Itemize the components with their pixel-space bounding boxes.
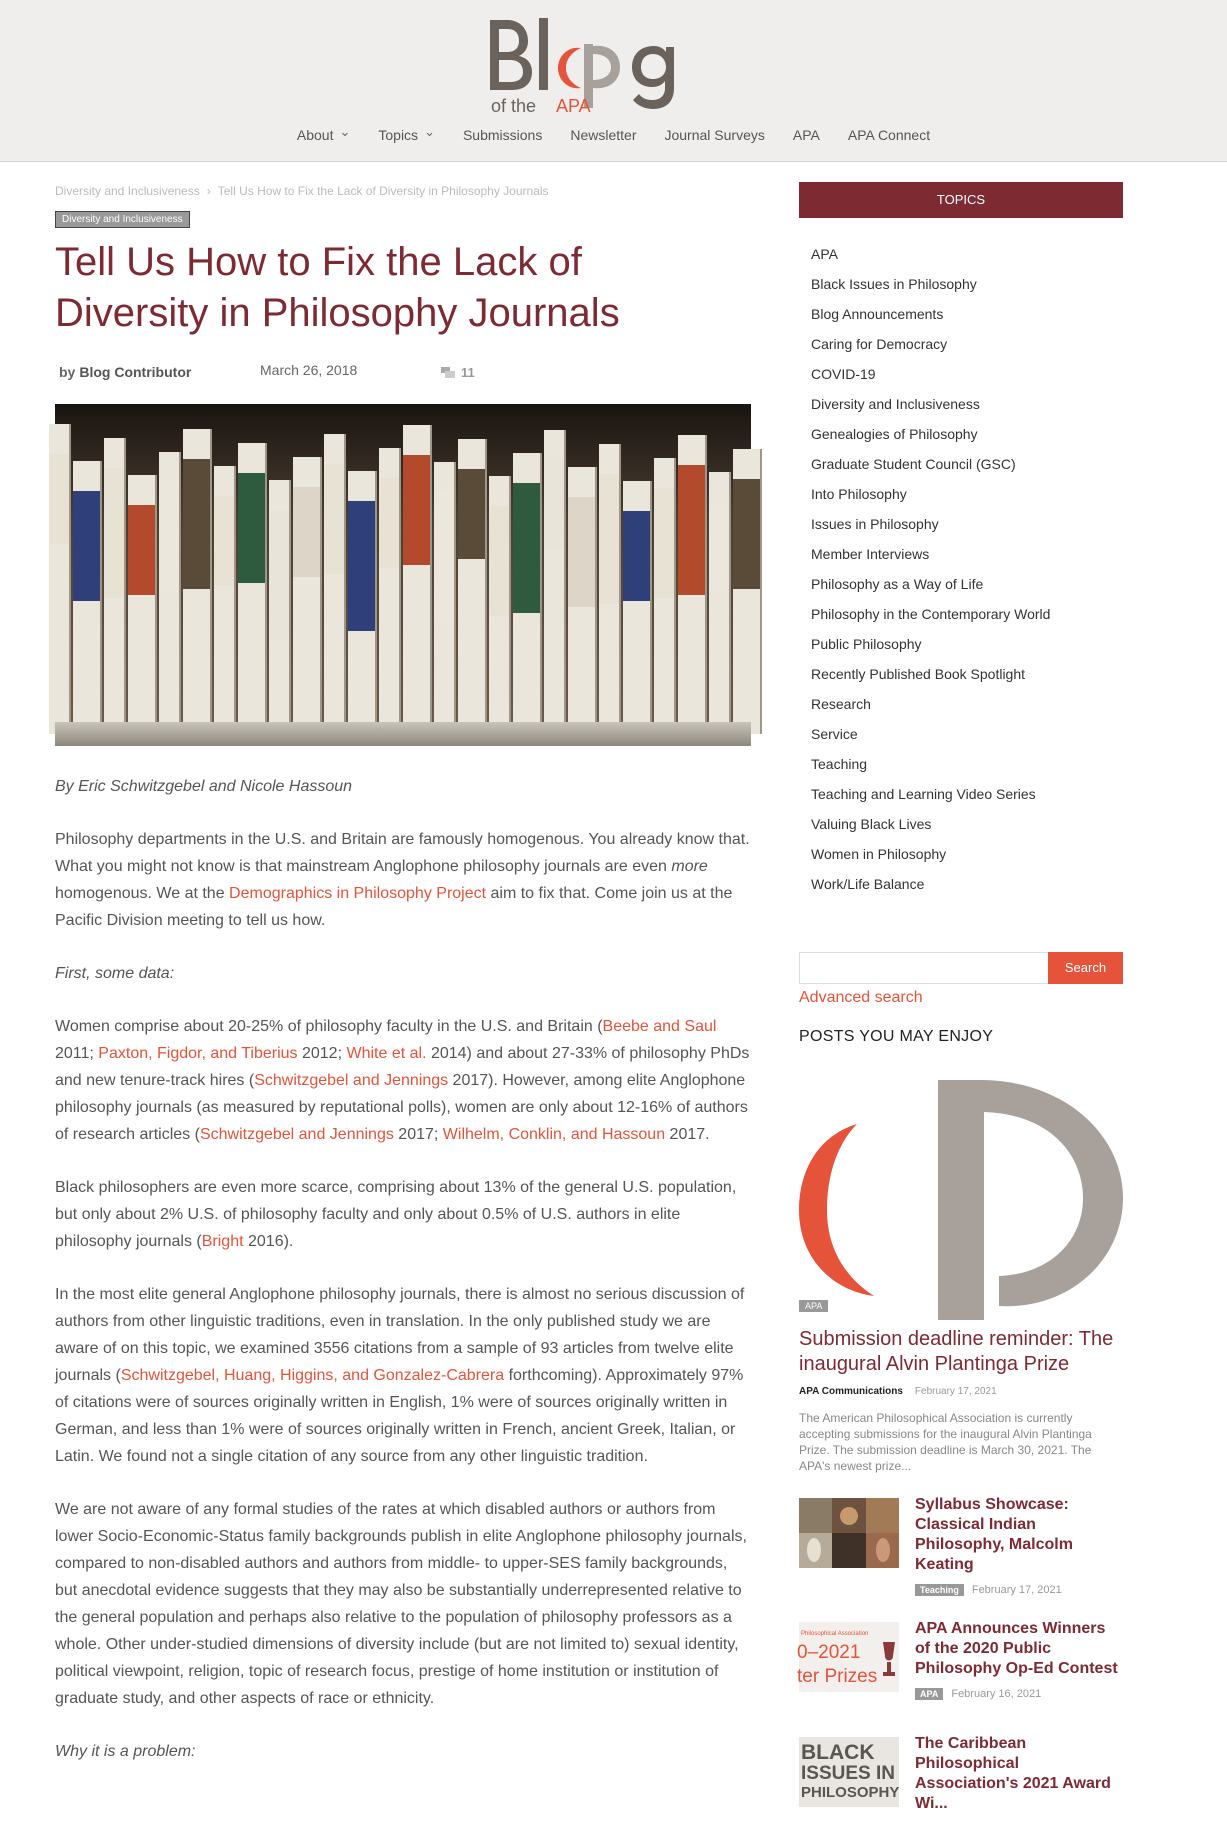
comments-link[interactable]: [441, 365, 475, 380]
topic-work-life-balance[interactable]: Work/Life Balance: [811, 876, 925, 892]
book-shadow: [619, 444, 621, 734]
text-segment: In the most elite general Anglophone philosophy journals, there is almost no serious discussion of authors from other linguistic traditions, even in translation. In the only published study we are aware of on this topic, we examined 3556 citations from a sample of 93 articles from twelve elite journals (: [55, 1286, 745, 1384]
featured-post-image[interactable]: [799, 1080, 1123, 1320]
nav-label: About: [296, 127, 334, 143]
featured-post-author[interactable]: APA Communications: [799, 1386, 903, 1397]
book-shadow: [540, 453, 542, 734]
book-band: [623, 511, 651, 601]
related-post-1-title[interactable]: Syllabus Showcase: Classical Indian Philosophy, Malcolm Keating: [915, 1496, 1073, 1573]
book-shadow: [210, 429, 212, 734]
book-shadow: [179, 452, 181, 734]
book-shadow: [155, 475, 157, 734]
book-band: [599, 474, 620, 604]
book-band: [733, 479, 761, 589]
book-shadow: [124, 438, 126, 734]
topic-recently-published-book-spotlight[interactable]: Recently Published Book Spotlight: [811, 666, 1026, 682]
topic-valuing-black-lives[interactable]: Valuing Black Lives: [811, 816, 932, 832]
text-segment: 2011;: [55, 1045, 99, 1062]
author-link[interactable]: Blog Contributor: [79, 364, 192, 380]
nav-newsletter[interactable]: [556, 124, 650, 146]
site-header: [0, 0, 1227, 162]
paragraph-4: [55, 1174, 751, 1255]
text-segment: Black philosophers are even more scarce, comprising about 13% of the general U.S. population, but only about 2% U.S. of philosophy faculty and only about 0.5% of U.S. authors in elite philosophy journals (: [55, 1179, 737, 1250]
related-post-2-date: February 16, 2021: [951, 1688, 1042, 1700]
article-body: [55, 773, 751, 1791]
related-post-2-title[interactable]: APA Announces Winners of the 2020 Public Philosophy Op-Ed Contest: [915, 1620, 1118, 1677]
book-shadow: [705, 435, 707, 734]
book-shadow: [234, 466, 236, 734]
paragraph-2: First, some data:: [55, 965, 175, 982]
nav-label: APA Connect: [847, 127, 931, 143]
topic-covid-19[interactable]: COVID-19: [811, 366, 876, 382]
book-shadow: [485, 439, 487, 734]
topic-diversity-and-inclusiveness[interactable]: Diversity and Inclusiveness: [811, 396, 980, 412]
breadcrumb-current: Tell Us How to Fix the Lack of Diversity in Philosophy Journals: [217, 184, 549, 198]
citation-link[interactable]: Beebe and Saul: [602, 1018, 717, 1035]
page-title: Tell Us How to Fix the Lack of Diversity in Philosophy Journals: [55, 240, 620, 335]
nav-journal-surveys[interactable]: [650, 124, 778, 146]
topics-list: [811, 245, 1050, 905]
topic-apa[interactable]: APA: [811, 246, 838, 262]
text-segment: 2017.: [665, 1126, 710, 1143]
related-post-2-thumbnail[interactable]: [799, 1622, 899, 1692]
book-shadow: [595, 467, 597, 734]
comments-count: 11: [461, 365, 475, 380]
related-post-2-meta: [915, 1688, 1041, 1700]
book-band: [379, 478, 400, 568]
svg-text:APA: APA: [556, 96, 591, 116]
book-band: [73, 491, 101, 601]
book-shadow: [430, 425, 432, 734]
topic-teaching-and-learning-video-series[interactable]: Teaching and Learning Video Series: [811, 786, 1036, 802]
book-band: [348, 501, 376, 631]
chevron-down-icon: ⌄: [339, 124, 351, 139]
nav-submissions[interactable]: [449, 124, 556, 146]
topic-black-issues-in-philosophy[interactable]: Black Issues in Philosophy: [811, 276, 977, 292]
search-button[interactable]: Search: [1048, 952, 1123, 984]
book-band: [324, 464, 345, 574]
nav-topics[interactable]: [364, 124, 449, 146]
paragraph-1: [55, 826, 751, 934]
svg-text:Philosophical Association: Philosophical Association: [801, 1631, 869, 1637]
book-shadow: [265, 443, 267, 734]
book-shadow: [760, 449, 762, 734]
nav-label: Newsletter: [570, 127, 637, 143]
related-post-1-thumbnail[interactable]: [799, 1498, 899, 1568]
related-post-1[interactable]: [799, 1498, 1123, 1598]
book-band: [544, 460, 565, 550]
featured-post-date: February 17, 2021: [914, 1386, 997, 1397]
byline: By Eric Schwitzgebel and Nicole Hassoun: [55, 778, 353, 795]
book-band: [458, 469, 486, 559]
book-band: [434, 492, 455, 622]
topic-member-interviews[interactable]: Member Interviews: [811, 546, 930, 562]
book-shadow: [289, 480, 291, 734]
topic-service[interactable]: Service: [811, 726, 858, 742]
book-shadow: [69, 424, 71, 734]
blog-of-the-apa-logo[interactable]: [486, 14, 696, 114]
citation-link[interactable]: Schwitzgebel and Jennings: [254, 1072, 449, 1089]
svg-text:PHILOSOPHY: PHILOSOPHY: [801, 1784, 900, 1801]
book-band: [104, 468, 125, 598]
nav-label: APA: [792, 127, 820, 143]
topic-public-philosophy[interactable]: Public Philosophy: [811, 636, 922, 652]
svg-text:of the: of the: [491, 96, 537, 116]
breadcrumb-category-link[interactable]: Diversity and Inclusiveness: [55, 184, 200, 198]
svg-text:ter Prizes: ter Prizes: [797, 1666, 878, 1687]
hero-image-bookshelf: [55, 404, 751, 746]
topic-blog-announcements[interactable]: Blog Announcements: [811, 306, 944, 322]
book-band: [403, 455, 431, 565]
related-post-3-title[interactable]: The Caribbean Philosophical Association's 2021 Award Wi...: [915, 1735, 1111, 1812]
book-band: [654, 488, 675, 598]
featured-post-tag[interactable]: APA: [799, 1300, 828, 1312]
nav-label: Topics: [378, 127, 419, 143]
book-band: [159, 482, 180, 592]
svg-text:BLACK: BLACK: [801, 1741, 875, 1764]
book-band: [513, 483, 541, 613]
book-shadow: [454, 462, 456, 734]
topic-genealogies-of-philosophy[interactable]: Genealogies of Philosophy: [811, 426, 978, 442]
related-post-3[interactable]: [799, 1737, 1123, 1837]
topic-women-in-philosophy[interactable]: Women in Philosophy: [811, 846, 947, 862]
book-shadow: [399, 448, 401, 734]
book-band: [238, 473, 266, 583]
text-segment: aim to fix that. Come join us at the Pacific Division meeting to tell us how.: [55, 885, 733, 929]
related-post-2-tag[interactable]: APA: [915, 1688, 943, 1700]
post-meta: [59, 364, 749, 380]
text-segment: 2017). However, among elite Anglophone philosophy journals (as measured by reputational polls), women are only about 12-16% of authors of research articles (: [55, 1072, 748, 1143]
chevron-down-icon: ⌄: [424, 124, 435, 139]
nav-apa-connect[interactable]: [834, 124, 944, 146]
citation-link[interactable]: Schwitzgebel and Jennings: [199, 1126, 394, 1143]
citation-link[interactable]: Schwitzgebel, Huang, Higgins, and Gonzalez-Cabrera: [120, 1367, 505, 1384]
paragraph-3: [55, 1013, 751, 1148]
text-segment: Women comprise about 20-25% of philosophy faculty in the U.S. and Britain (: [55, 1018, 603, 1035]
book-shadow: [650, 481, 652, 734]
nav-about[interactable]: [283, 124, 365, 146]
citation-link[interactable]: Demographics in Philosophy Project: [229, 885, 487, 902]
topic-teaching[interactable]: Teaching: [811, 756, 868, 772]
by-label: by: [59, 364, 76, 380]
comments-icon: [441, 367, 456, 379]
search-input[interactable]: [799, 952, 1049, 984]
text-segment: homogenous. We at the: [55, 885, 230, 902]
topic-issues-in-philosophy[interactable]: Issues in Philosophy: [811, 516, 939, 532]
featured-post-title[interactable]: Submission deadline reminder: The inaugural Alvin Plantinga Prize: [799, 1328, 1114, 1375]
book-shadow: [564, 430, 566, 734]
emphasis-text: more: [671, 858, 708, 875]
breadcrumb: [55, 184, 549, 198]
category-tag[interactable]: Diversity and Inclusiveness: [55, 211, 190, 228]
related-post-2[interactable]: [799, 1622, 1123, 1722]
book-band: [128, 505, 156, 595]
topic-graduate-student-council-gsc[interactable]: Graduate Student Council (GSC): [811, 456, 1016, 472]
topic-research[interactable]: Research: [811, 696, 871, 712]
paragraph-7: Why it is a problem:: [55, 1743, 196, 1760]
related-post-1-tag[interactable]: Teaching: [915, 1584, 964, 1596]
book-band: [269, 510, 290, 640]
topics-heading: TOPICS: [799, 182, 1123, 218]
nav-label: Submissions: [462, 127, 543, 143]
book-shadow: [375, 471, 377, 734]
topic-caring-for-democracy[interactable]: Caring for Democracy: [811, 336, 948, 352]
topic-into-philosophy[interactable]: Into Philosophy: [811, 486, 907, 502]
featured-post-meta: [799, 1386, 997, 1397]
book-band: [709, 502, 730, 592]
text-segment: 2016).: [243, 1233, 294, 1250]
nav-label: Journal Surveys: [664, 127, 765, 143]
main-nav: [0, 124, 1227, 146]
breadcrumb-separator: ›: [206, 184, 211, 198]
book-band: [214, 496, 235, 586]
citation-link[interactable]: White et al.: [346, 1045, 427, 1062]
citation-link[interactable]: Wilhelm, Conklin, and Hassoun: [442, 1126, 666, 1143]
book-band: [678, 465, 706, 595]
nav-apa[interactable]: [779, 124, 834, 146]
text-segment: Philosophy departments in the U.S. and Britain are famously homogenous. You already know that. What you might not know is that mainstream Anglophone philosophy journals are even: [55, 831, 750, 875]
related-post-1-meta: [915, 1584, 1062, 1596]
text-segment: 2012;: [297, 1045, 347, 1062]
post-date: March 26, 2018: [260, 362, 358, 378]
text-segment: 2017;: [393, 1126, 443, 1143]
featured-post-excerpt: The American Philosophical Association is currently accepting submissions for the inaugural Alvin Plantinga Prize. The submission deadline is March 30, 2021. The APA's newest prize...: [799, 1411, 1092, 1473]
book-band: [489, 506, 510, 616]
svg-text:ISSUES IN: ISSUES IN: [801, 1763, 895, 1784]
citation-link[interactable]: Paxton, Figdor, and Tiberius: [98, 1045, 298, 1062]
book-shadow: [100, 461, 102, 734]
advanced-search-link[interactable]: Advanced search: [799, 989, 923, 1006]
book-shadow: [320, 457, 322, 734]
topic-philosophy-in-the-contemporary-world[interactable]: Philosophy in the Contemporary World: [811, 606, 1051, 622]
book-band: [568, 497, 596, 607]
text-segment: forthcoming). Approximately 97% of citations were of sources originally written in English, 1% were of sources originally written in German, and less than 1% were of sources originally written in French, ancient Greek, Italian, or Latin. We found not a single citation of any source from any other linguistic tradition.: [55, 1367, 744, 1465]
book-band: [293, 487, 321, 577]
text-segment: 2014) and about 27-33% of philosophy PhDs and new tenure-track hires (: [55, 1045, 750, 1089]
topic-philosophy-as-a-way-of-life[interactable]: Philosophy as a Way of Life: [811, 576, 984, 592]
svg-text:0–2021: 0–2021: [797, 1642, 861, 1663]
citation-link[interactable]: Bright: [201, 1233, 244, 1250]
book-band: [183, 459, 211, 589]
book-shadow: [729, 472, 731, 734]
book-shadow: [344, 434, 346, 734]
paragraph-5: [55, 1281, 751, 1470]
related-post-3-thumbnail[interactable]: [799, 1737, 899, 1807]
book-shadow: [674, 458, 676, 734]
book-shadow: [509, 476, 511, 734]
paragraph-6: We are not aware of any formal studies of the rates at which disabled authors or authors from lower Socio-Economic-Status family backgrounds publish in elite Anglophone philosophy journals, compared to non-disabled authors and authors from middle- to upper-SES family backgrounds, but anecdotal evidence suggests that they may also be substantially underrepresented relative to the general population and perhaps also relative to the population of philosophy professors as a whole. Other under-studied dimensions of diversity include (but are not limited to) sexual identity, political viewpoint, religion, topic of research focus, prestige of home institution or institution of graduate study, and other aspects of race or ethnicity.: [55, 1501, 747, 1707]
book-band: [49, 454, 70, 544]
posts-you-may-enjoy-heading: POSTS YOU MAY ENJOY: [799, 1028, 994, 1045]
related-post-1-date: February 17, 2021: [971, 1584, 1062, 1596]
